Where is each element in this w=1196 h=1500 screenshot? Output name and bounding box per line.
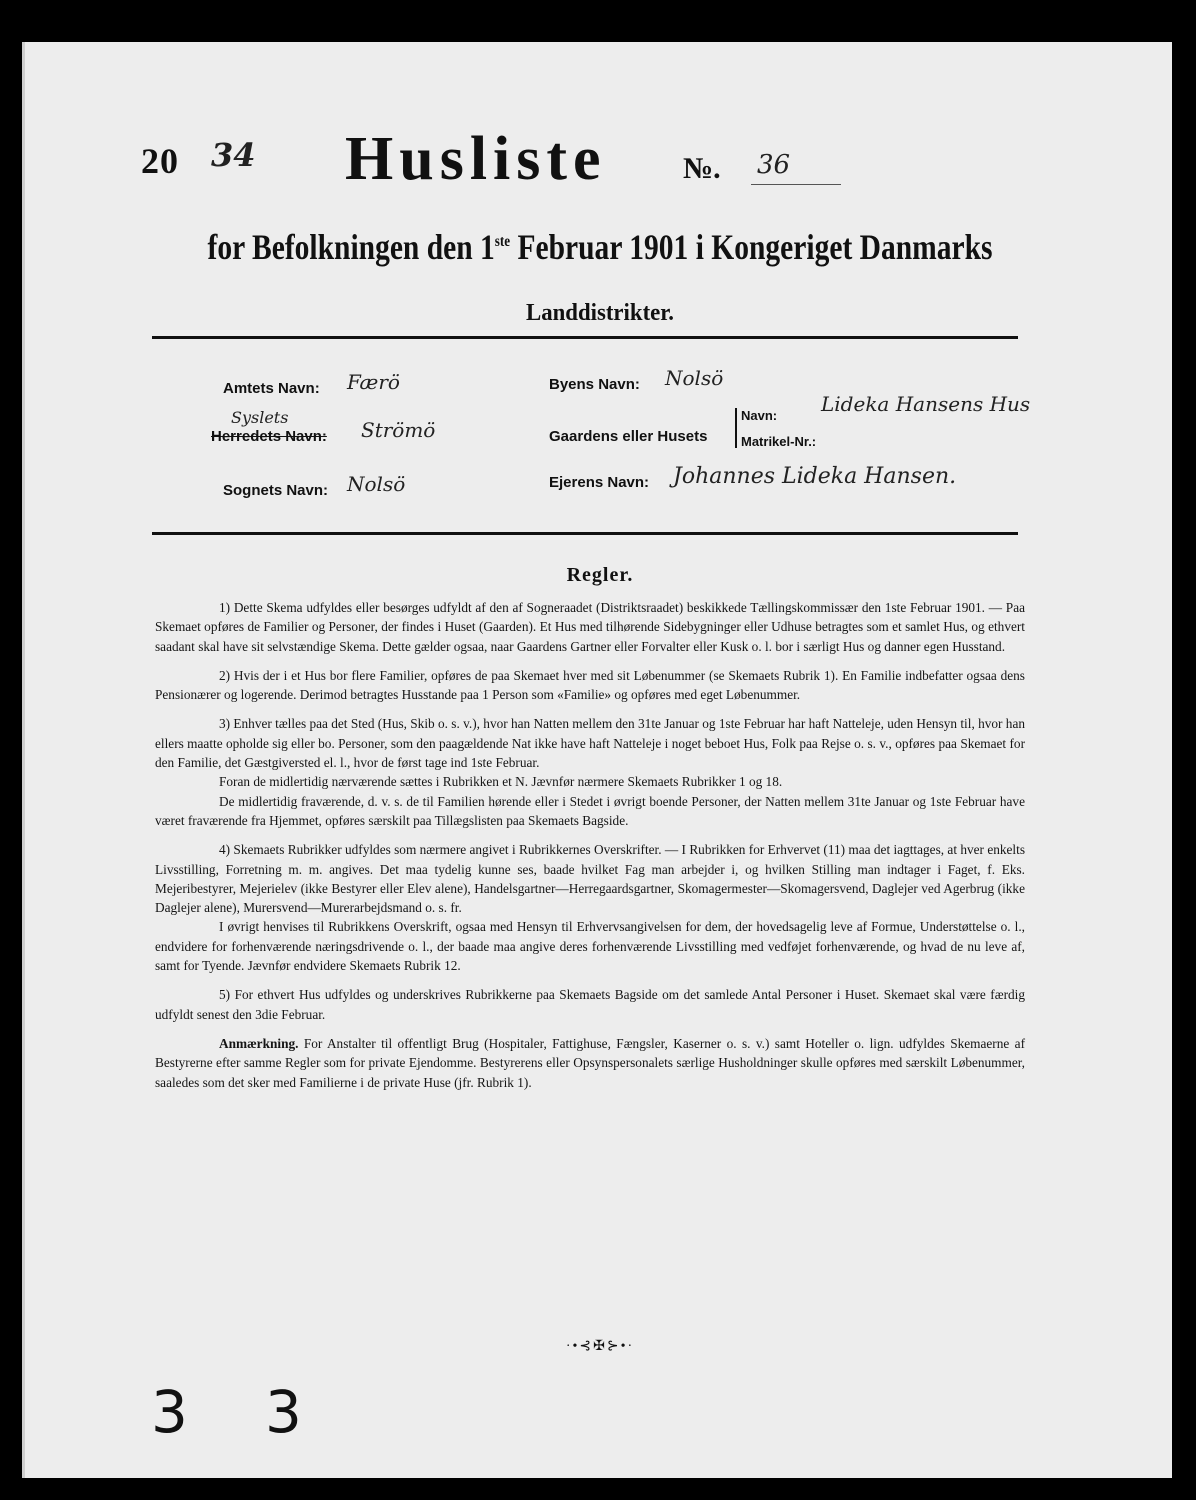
sogn-label: Sognets Navn:: [223, 482, 329, 499]
form-subtitle: for Befolkningen den 1ste Februar 1901 i Kongeriget Danmarks: [207, 227, 993, 267]
rule-3-note-a: Foran de midlertidig nærværende sættes i Rubrikken et N. Jævnfør nærmere Skemaets Rubrikker 1 og 18.: [219, 774, 783, 790]
navn-label: Navn:: [741, 408, 778, 423]
number-underline: [751, 184, 841, 185]
herred-label: Herredets Navn:: [211, 428, 327, 445]
ejer-label: Ejerens Navn:: [549, 474, 650, 491]
list-number-value: 36: [757, 150, 791, 180]
by-value: Nolsö: [665, 366, 724, 390]
rule-3: 3) Enhver tælles paa det Sted (Hus, Skib o. s. v.), hvor han Natten mellem den 31te Januar og 1ste Februar har haft Natteleje, uden Hensyn til, hvor han ellers maatte opholde sig eller bo. Personer, som den paagældende Nat ikke have haft Natteleje i noget beboet Hus, Folk paa Rejse o. s. v., opføres paa Skemaet for den Familie, det Gæstgiversted el. l., hvor de først tage ind 1ste Februar.: [155, 716, 1025, 771]
district-heading: Landdistrikter.: [525, 300, 675, 326]
amt-label: Amtets Navn:: [223, 380, 320, 397]
navn-value: Lideka Hansens Hus: [821, 392, 1031, 416]
ejer-value: Johannes Lideka Hansen.: [673, 464, 957, 489]
handwritten-number-b: 3: [265, 1378, 302, 1446]
archive-number: 20: [141, 141, 179, 181]
middle-divider: [152, 532, 1018, 535]
remark: [155, 1034, 1025, 1092]
herred-value: Strömö: [361, 418, 436, 442]
handwritten-number: 34: [211, 136, 256, 174]
remark-text: For Anstalter til offentligt Brug (Hospitaler, Fattighuse, Fængsler, Kaserner o. s. v.) samt Hoteller o. lign. udfyldes Skemaerne af Bestyrerne efter samme Regler som for private Ejendomme. Bestyrerens eller Opsynspersonalets særlige Husholdninger skulle opføres med særskilt Løbenummer, saaledes som det sker med Familierne i de private Huse (jfr. Rubrik 1).: [155, 1035, 1025, 1090]
handwritten-number-a: 3: [151, 1378, 188, 1446]
by-label: Byens Navn:: [549, 376, 640, 393]
rule-4: 4) Skemaets Rubrikker udfyldes som nærmere angivet i Rubrikkernes Overskrifter. — I Rubrikken for Erhvervet (11) maa det iagttages, at hver enkelts Livsstilling, Forretning m. m. angives. Det maa tydelig kunne ses, baade hvilket Fag man arbejder i, og hvilken Stilling man indtager i Faget, f. Eks. Mejeribestyrer, Mejerielev (ikke Bestyrer eller Elev alene), Handelsgartner—Herregaardsgartner, Skomagermester—Skomagersvend, Daglejer ved Agerbrug (ikke Daglejer alene), Murersvend—Murerarbejdsmand o. s. fr.: [155, 842, 1025, 916]
gaard-label: Gaardens eller Husets: [549, 428, 708, 445]
amt-value: Færö: [347, 370, 400, 394]
rules-heading: Regler.: [566, 564, 634, 586]
number-sign: №.: [683, 152, 721, 185]
top-divider: [152, 336, 1018, 339]
rule-3-note-b: De midlertidig fraværende, d. v. s. de til Familien hørende eller i Stedet i øvrigt boende Personer, der Natten mellem 31te Januar og 1ste Februar have været fraværende fra Hjemmet, opføres særskilt paa Tillægslisten paa Skemaets Bagside.: [155, 793, 1025, 828]
remark-label: Anmærkning.: [219, 1035, 299, 1051]
form-title: Husliste: [345, 125, 607, 193]
rule-1: 1) Dette Skema udfyldes eller besørges udfyldt af den af Sogneraadet (Distriktsraadet) beskikkede Tællingskommissær den 1ste Februar 1901. — Paa Skemaet opføres de Familier og Personer, der findes i Huset (Gaarden). Et Hus med tilhørende Sidebygninger eller Udhuse betragtes som et samlet Hus, og ethvert saadant skal have sit selvstændige Skema. Dette gælder ogsaa, naar Gaardens Gartner eller Forvalter eller Kusk o. l. bor i særligt Hus og danner egen Husstand.: [155, 600, 1025, 654]
ornament-divider: ·•⊰✠⊱•·: [565, 1339, 635, 1354]
census-form-sheet: [22, 42, 1172, 1478]
rules-text: [155, 598, 1025, 1102]
rule-2: 2) Hvis der i et Hus bor flere Familier, opføres de paa Skemaet hver med sit Løbenummer (se Skemaets Rubrik 1). En Familie indbefatter ogsaa dens Pensionærer og logerende. Derimod betragtes Husstande paa 1 Person som «Familie» og opføres med eget Løbenummer.: [155, 667, 1025, 703]
syssel-handwritten: Syslets: [231, 408, 289, 427]
rule-5: 5) For ethvert Hus udfyldes og underskrives Rubrikkerne paa Skemaets Bagside om det samlede Antal Personer i Huset. Skemaet skal være færdig udfyldt senest den 3die Februar.: [155, 987, 1025, 1022]
field-bracket: [735, 408, 737, 448]
rule-4-note: I øvrigt henvises til Rubrikkens Overskrift, ogsaa med Hensyn til Erhvervsangivelsen for dem, der hovedsagelig leve af Formue, Understøttelse o. l., endvidere for forhenværende næringsdrivende o. l., der baade maa angive deres forhenværende Livsstilling med vedføjet forhenværende, og hvad de nu leve af, samt for Tyende. Jævnfør endvidere Skemaets Rubrik 12.: [155, 919, 1025, 974]
matrikel-label: Matrikel-Nr.:: [741, 434, 817, 449]
sogn-value: Nolsö: [347, 472, 406, 496]
